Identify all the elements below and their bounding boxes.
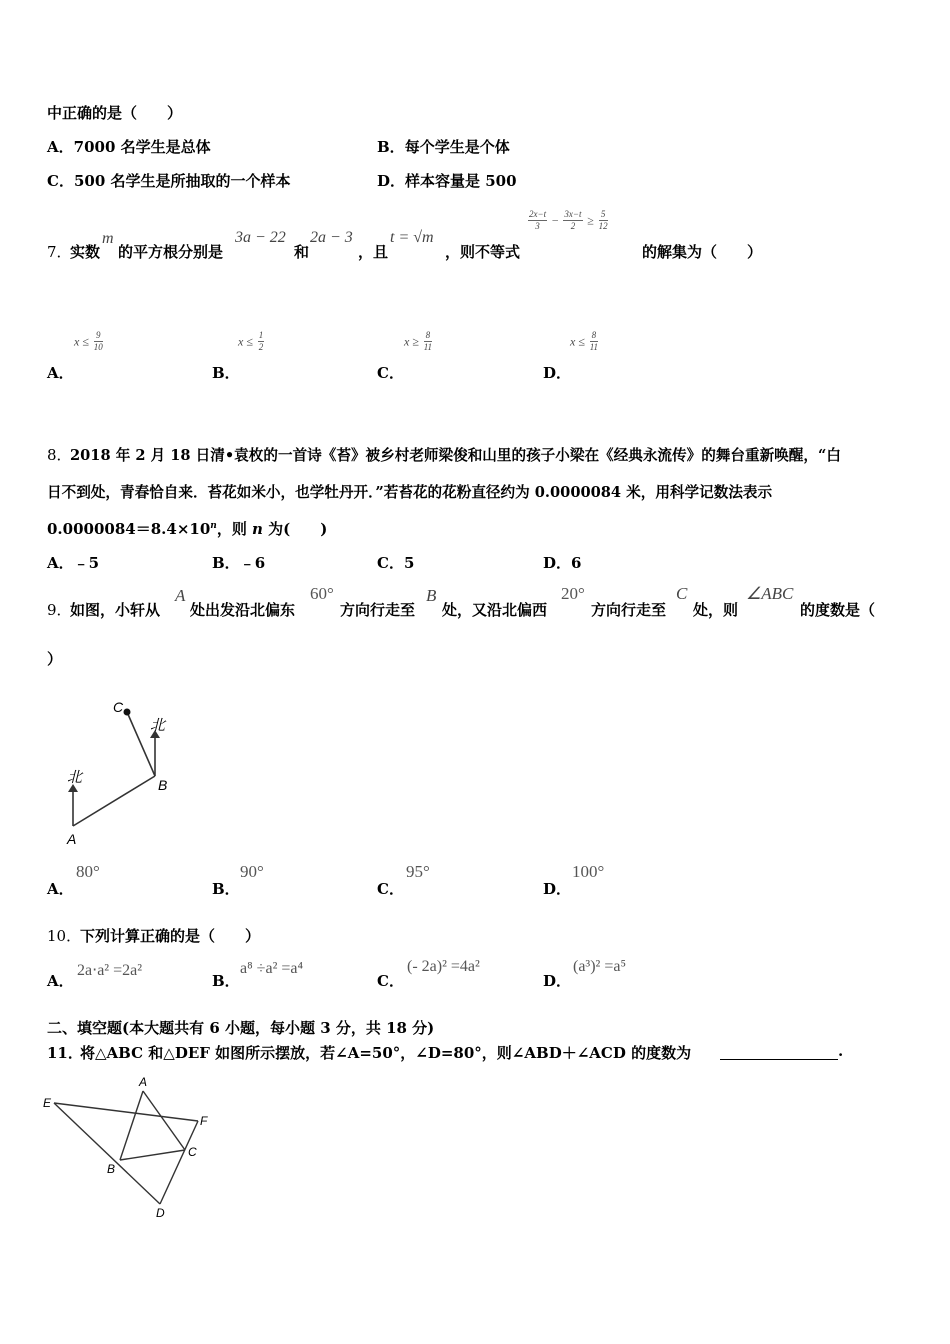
q7-option-c-letter: C． [377,364,404,382]
q9-point-c-dot [124,709,131,716]
q8-option-a: A．﹣5 [47,554,100,572]
q10-option-c-letter: C． [377,972,404,990]
q7-expr3: t = √m [390,229,434,246]
q8-line-1: 2018 年 2 月 18 日清•袁枚的一首诗《苔》被乡村老师梁俊和山里的孩子小梁在《经典永流传》的舞台重新唤醒，“白 [70,447,841,464]
q10-option-d-value: (a³)² =a⁵ [573,958,627,975]
q11-stem: 将△ABC 和△DEF 如图所示摆放，若∠A=50°，∠D=80°，则∠ABD＋∠ACD 的度数为 [80,1044,692,1062]
q7-number: 7． [47,243,72,261]
q9-point-b: B [426,586,437,605]
q6-stem-end: 中正确的是（ ） [47,104,183,122]
q9-deg-2: 20° [561,584,585,603]
q9-segment-ab [73,776,155,826]
q11-segment-bc [120,1150,185,1160]
q10-stem: 下列计算正确的是（ ） [80,927,261,945]
q10-option-a-letter: A． [47,972,74,990]
q7-expr1: 3a − 22 [235,229,286,246]
q11-label-e: E [43,1096,52,1110]
q7-option-d-math: x ≤ $\frac{8}{11}$ [570,330,599,352]
q10-option-c-value: (- 2a)² =4a² [407,958,480,975]
q7-option-b-math: x ≤ $\frac{1}{2}$ [238,330,264,352]
q7-text-6: 的解集为（ ） [642,243,763,261]
q11-answer-blank[interactable]: . [720,1042,843,1060]
q6-option-c: C．500 名学生是所抽取的一个样本 [47,172,291,190]
q11-segment-fd [160,1121,198,1204]
q9-text-6: 处，则 [693,601,739,619]
q11-label-c: C [188,1145,197,1159]
q7-text-5: ，则不等式 [445,243,521,261]
q9-text-7: 的度数是（ [800,601,876,619]
q8-option-c: C．5 [377,554,415,572]
q9-option-c-value: 95° [406,862,430,881]
q9-label-b: B [158,777,168,793]
q6-option-b: B．每个学生是个体 [377,138,510,156]
q7-frac-2: $\frac{3x-t}{2}$ [564,209,582,231]
q9-label-a: A [67,831,77,847]
q7-text-4: ，且 [358,243,389,261]
q11-segment-ed [54,1103,160,1204]
q8-option-b: B．﹣6 [212,554,266,572]
q9-option-c-letter: C． [377,880,404,898]
q6-option-a: A．7000 名学生是总体 [47,138,211,156]
q11-label-d: D [156,1206,165,1220]
q10-option-b-value: a⁸ ÷a² =a⁴ [240,960,304,977]
q9-number: 9． [47,601,72,619]
q8-line-2: 日不到处，青春恰自来．苔花如米小，也学牡丹开．”若苔花的花粉直径约为 0.0000084 米，用科学记数法表示 [47,484,773,501]
q9-option-a-letter: A． [47,880,74,898]
q9-text-4: 处，又沿北偏西 [442,601,548,619]
q7-option-c-math: x ≥ $\frac{8}{11}$ [404,330,433,352]
q9-text-2: 处出发沿北偏东 [190,601,296,619]
q9-option-d-value: 100° [572,862,605,881]
q9-text-1: 如图，小轩从 [70,601,161,619]
q9-figure [55,690,185,850]
q9-option-a-value: 80° [76,862,100,881]
q9-deg-1: 60° [310,584,334,603]
q7-text-2: 的平方根分别是 [118,243,224,261]
q7-inequality: $\frac{2x-t}{3}$ − $\frac{3x-t}{2}$ ≥ $\frac{5}{12}$ [529,209,608,231]
q10-number: 10． [47,927,82,945]
q7-option-b-letter: B． [212,364,240,382]
q8-option-d: D．6 [543,554,582,572]
section-2-title: 二、填空题(本大题共有 6 小题，每小题 3 分，共 18 分) [47,1019,435,1037]
q9-north-label-a: 北 [67,769,83,786]
q11-label-a: A [139,1075,148,1089]
q9-angle: ∠ABC [746,584,794,603]
q10-option-b-letter: B． [212,972,240,990]
q9-close-paren: ） [47,650,63,668]
q6-option-d: D．样本容量是 500 [377,172,517,190]
q9-north-label-b: 北 [150,717,166,734]
q8-line-3: $0.0000084=8.4\times 10^n$，则 n 为( ) [47,520,328,538]
q11-figure [40,1072,220,1222]
q9-text-3: 方向行走至 [340,601,416,619]
q10-option-d-letter: D． [543,972,572,990]
q7-option-a-math: x ≤ $\frac{9}{10}$ [74,330,103,352]
q7-option-a-letter: A． [47,364,74,382]
q9-label-c: C [113,699,124,715]
q11-segment-ef [54,1103,198,1121]
q7-text-3: 和 [294,243,310,261]
q11-label-b: B [107,1162,116,1176]
q7-text-1: 实数 [70,243,101,261]
q9-option-d-letter: D． [543,880,572,898]
q7-frac-1: $\frac{2x-t}{3}$ [529,209,547,231]
q9-point-a: A [175,586,186,605]
q9-option-b-value: 90° [240,862,264,881]
q11-number: 11． [47,1044,83,1062]
q10-option-a-value: 2a⋅a² =2a² [77,962,143,979]
q8-number: 8． [47,446,72,464]
q9-text-5: 方向行走至 [591,601,667,619]
q11-segment-ac [143,1091,185,1150]
q7-m: m [102,230,114,247]
q9-option-b-letter: B． [212,880,240,898]
q9-point-c: C [676,584,688,603]
q7-expr2: 2a − 3 [310,229,353,246]
q7-frac-3: $\frac{5}{12}$ [598,209,608,231]
q11-segment-ab [120,1091,143,1160]
q11-label-f: F [200,1114,208,1128]
q7-option-d-letter: D． [543,364,572,382]
